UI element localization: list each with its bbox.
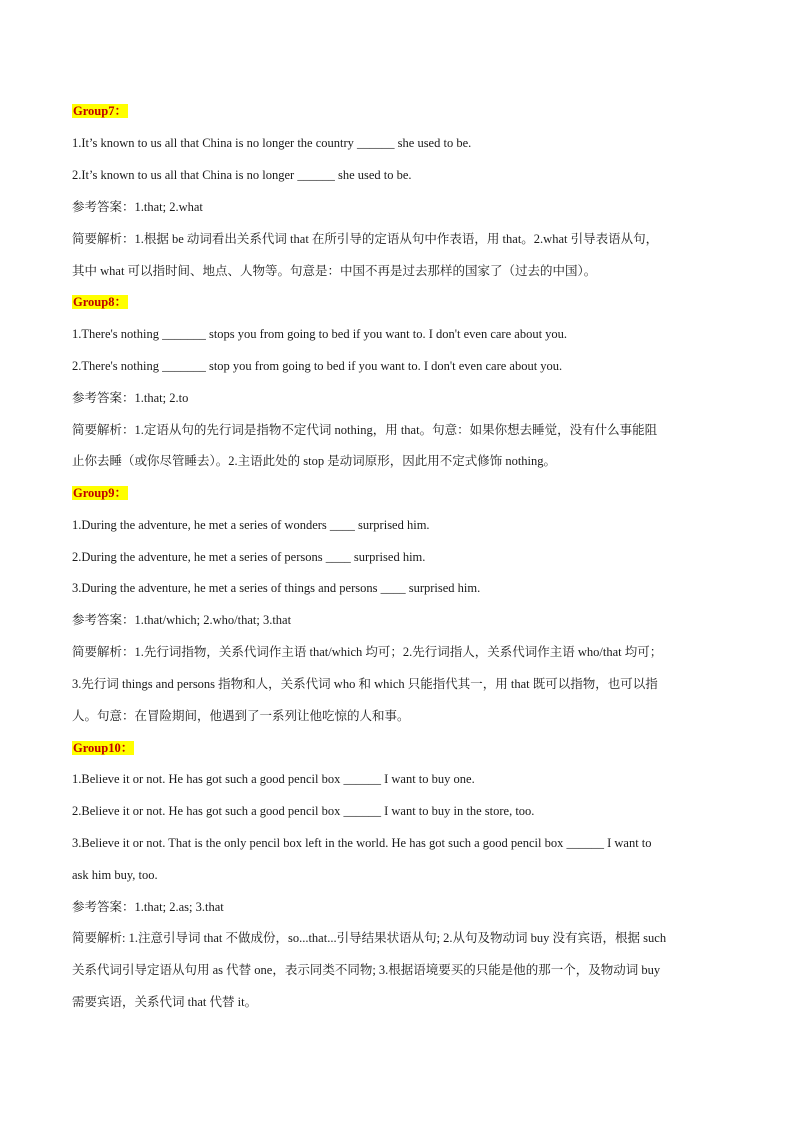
- analysis-text: 其中 what 可以指时间、地点、人物等。句意是：中国不再是过去那样的国家了（过去的中国）。: [72, 264, 597, 278]
- answer-text: 参考答案：1.that; 2.to: [72, 391, 189, 405]
- question-text: 1.Believe it or not. He has got such a good pencil box ______ I want to buy one.: [72, 772, 475, 786]
- analysis-text: 需要宾语，关系代词 that 代替 it。: [72, 995, 258, 1009]
- answer-text: 参考答案：1.that/which; 2.who/that; 3.that: [72, 613, 292, 627]
- analysis-text: 止你去睡（或你尽管睡去）。2.主语此处的 stop 是动词原形，因此用不定式修饰 nothing。: [72, 454, 557, 468]
- question-text: ask him buy, too.: [72, 868, 158, 882]
- analysis-text: 简要解析：1.先行词指物，关系代词作主语 that/which 均可；2.先行词指人，关系代词作主语 who/that 均可；: [72, 645, 663, 659]
- question-text: 2.It’s known to us all that China is no longer ______ she used to be.: [72, 168, 412, 182]
- question-text: 2.There's nothing _______ stop you from going to bed if you want to. I don't even care about you.: [72, 359, 563, 373]
- question-text: 2.Believe it or not. He has got such a good pencil box ______ I want to buy in the store, too.: [72, 804, 535, 818]
- group8-heading-line: [72, 294, 128, 310]
- analysis-text: 3.先行词 things and persons 指物和人，关系代词 who 和 which 只能指代其一，用 that 既可以指物，也可以指: [72, 677, 658, 691]
- analysis-text: 简要解析：1.根据 be 动词看出关系代词 that 在所引导的定语从句中作表语，用 that。2.what 引导表语从句，: [72, 232, 659, 246]
- analysis-text: 人。句意：在冒险期间，他遇到了一系列让他吃惊的人和事。: [72, 709, 410, 723]
- group7-heading-line: [72, 103, 128, 119]
- question-text: 2.During the adventure, he met a series of persons ____ surprised him.: [72, 550, 426, 564]
- group-heading: Group7：: [73, 104, 127, 118]
- question-text: 3.During the adventure, he met a series of things and persons ____ surprised him.: [72, 581, 481, 595]
- answer-text: 参考答案：1.that; 2.as; 3.that: [72, 900, 224, 914]
- analysis-text: 简要解析: 1.注意引导词 that 不做成份，so...that...引导结果状语从句; 2.从句及物动词 buy 没有宾语，根据 such: [72, 931, 667, 945]
- analysis-text: 简要解析：1.定语从句的先行词是指物不定代词 nothing，用 that。句意：如果你想去睡觉，没有什么事能阻: [72, 423, 658, 437]
- group-heading: Group8：: [73, 295, 127, 309]
- answer-text: 参考答案：1.that; 2.what: [72, 200, 203, 214]
- question-text: 1.It’s known to us all that China is no longer the country ______ she used to be.: [72, 136, 472, 150]
- group10-heading-line: [72, 740, 134, 756]
- question-text: 1.During the adventure, he met a series of wonders ____ surprised him.: [72, 518, 430, 532]
- group-heading: Group9：: [73, 486, 127, 500]
- group-heading: Group10：: [73, 741, 134, 755]
- question-text: 1.There's nothing _______ stops you from going to bed if you want to. I don't even care about you.: [72, 327, 568, 341]
- question-text: 3.Believe it or not. That is the only pencil box left in the world. He has got such a good pencil box ______ I want to: [72, 836, 652, 850]
- analysis-text: 关系代词引导定语从句用 as 代替 one，表示同类不同物; 3.根据语境要买的只能是他的那一个，及物动词 buy: [72, 963, 661, 977]
- group9-heading-line: [72, 485, 128, 501]
